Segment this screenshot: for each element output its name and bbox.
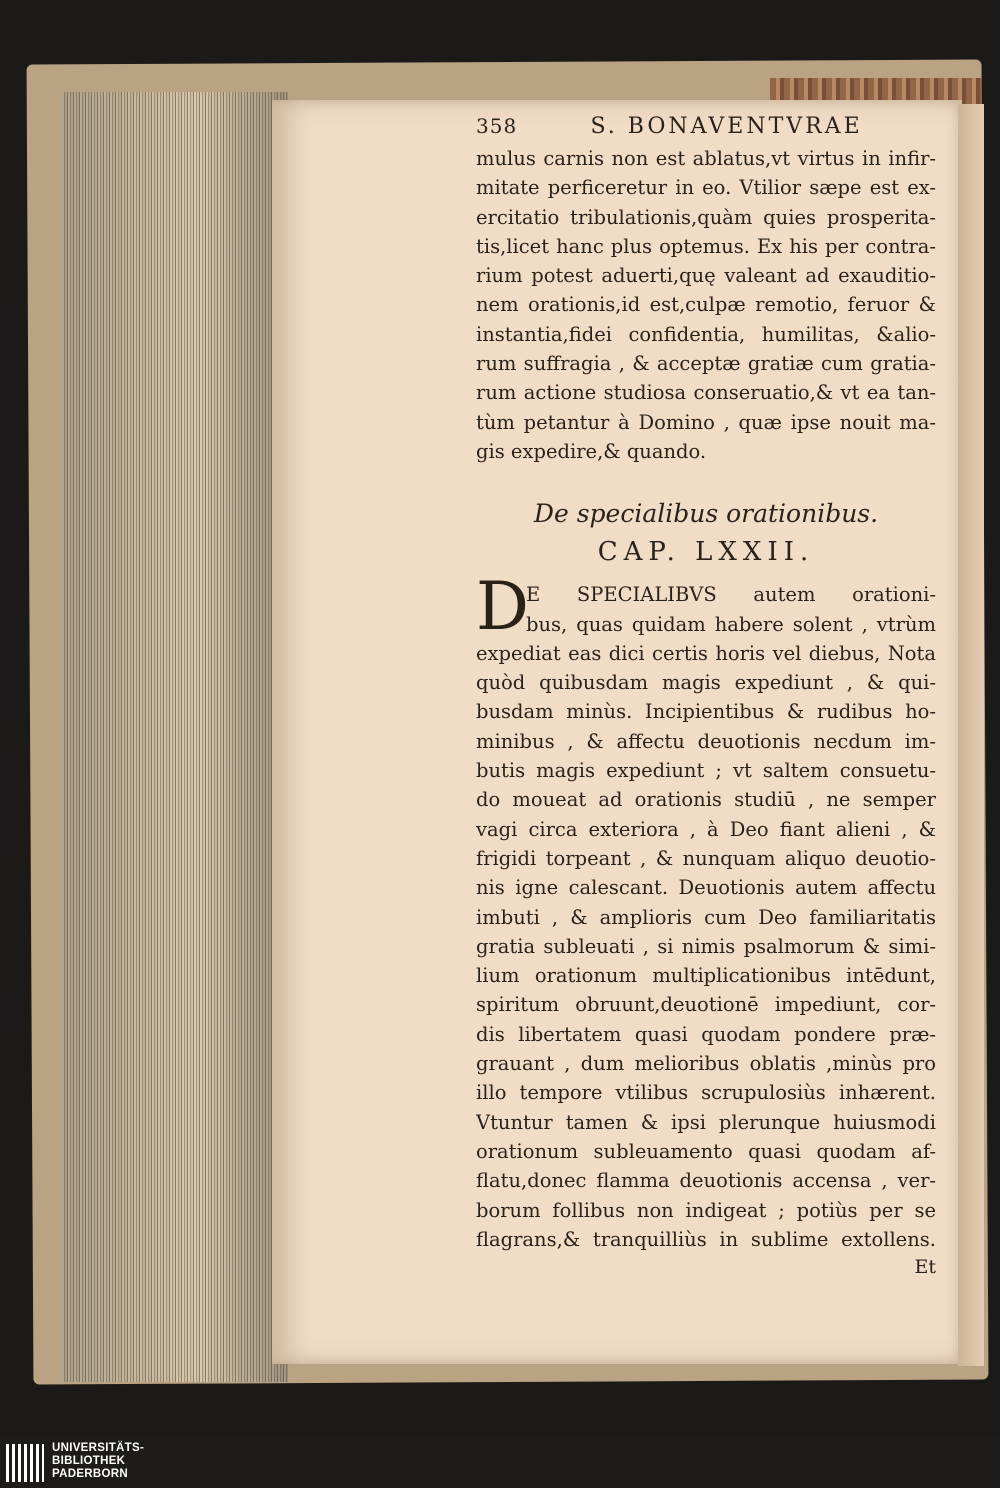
catchword: Et bbox=[914, 1256, 936, 1279]
drop-cap: D bbox=[476, 568, 529, 646]
running-title: S. BONAVENTVRAE bbox=[590, 114, 863, 139]
text-line: instantia,fidei confidentia, humilitas, &alio- bbox=[476, 322, 936, 346]
text-line: grauant , dum melioribus oblatis ,minùs pro bbox=[476, 1052, 936, 1076]
text-line: gratia subleuati , si nimis psalmorum & simi- bbox=[476, 934, 936, 958]
text-line: imbuti , & amplioris cum Deo familiaritatis bbox=[476, 905, 936, 929]
text-line: butis magis expediunt ; vt saltem consuetu- bbox=[476, 759, 936, 783]
text-line: tùm petantur à Domino , quæ ipse nouit ma- bbox=[476, 410, 936, 434]
text-line: borum follibus non indigeat ; potiùs per se bbox=[476, 1198, 936, 1222]
page-edges bbox=[62, 92, 288, 1382]
text-line: nem orationis,id est,culpæ remotio, feruor & bbox=[476, 293, 936, 317]
text-line: gis expedire,& quando. bbox=[476, 439, 707, 463]
text-line: dis libertatem quasi quodam pondere præ- bbox=[476, 1022, 936, 1046]
paragraph-1 bbox=[476, 144, 942, 466]
text-line: illo tempore vtilibus scrupulosiùs inhærent. bbox=[476, 1081, 936, 1105]
text-line: minibus , & affectu deuotionis necdum im- bbox=[476, 729, 936, 753]
text-line: bus, quas quidam habere solent , vtrùm bbox=[526, 612, 936, 636]
text-line: busdam minùs. Incipientibus & rudibus ho- bbox=[476, 700, 936, 724]
facing-page-edge bbox=[958, 104, 984, 1366]
text-line: E SPECIALIBVS autem orationi- bbox=[526, 583, 936, 607]
text-line: mitate perficeretur in eo. Vtilior sæpe est ex- bbox=[476, 176, 936, 200]
text-line: expediat eas dici certis horis vel diebus, Nota bbox=[476, 641, 936, 665]
logo-line: PADERBORN bbox=[52, 1468, 128, 1480]
text-line: spiritum obruunt,deuotionē impediunt, cor- bbox=[476, 993, 936, 1017]
text-line: rum suffragia , & acceptæ gratiæ cum gratia- bbox=[476, 352, 936, 376]
text-line: nis igne calescant. Deuotionis autem affectu bbox=[476, 876, 936, 900]
running-header bbox=[476, 114, 936, 144]
text-line: orationum subleuamento quasi quodam af- bbox=[476, 1139, 936, 1163]
text-line: rum actione studiosa conseruatio,& vt ea tan- bbox=[476, 381, 936, 405]
paragraph-2 bbox=[476, 568, 942, 1254]
text-line: vagi circa exteriora , à Deo fiant alieni , & bbox=[476, 817, 936, 841]
text-line: frigidi torpeant , & nunquam aliquo deuotio- bbox=[476, 846, 936, 870]
chapter-heading: CAP. LXXII. bbox=[597, 537, 815, 568]
library-footer bbox=[0, 1438, 1000, 1488]
text-line: Vtuntur tamen & ipsi plerunque huiusmodi bbox=[476, 1110, 936, 1134]
library-logo-icon bbox=[6, 1444, 44, 1482]
logo-line: BIBLIOTHEK bbox=[52, 1455, 126, 1467]
text-line: flatu,donec flamma deuotionis accensa , ver- bbox=[476, 1169, 936, 1193]
text-line: flagrans,& tranquilliùs in sublime extollens. bbox=[476, 1227, 936, 1251]
text-line: ercitatio tribulationis,quàm quies prosperita- bbox=[476, 205, 936, 229]
page-number: 358 bbox=[476, 114, 518, 138]
text-line: mulus carnis non est ablatus,vt virtus in infir- bbox=[476, 147, 936, 170]
text-block bbox=[476, 114, 942, 1280]
library-logo-text bbox=[52, 1442, 144, 1481]
text-line: lium orationum multiplicationibus intēdunt, bbox=[476, 964, 936, 988]
text-line: do moueat ad orationis studiū , ne semper bbox=[476, 788, 936, 812]
logo-line: UNIVERSITÄTS- bbox=[52, 1442, 145, 1454]
text-line: rium potest aduerti,quę valeant ad exauditio- bbox=[476, 264, 936, 288]
chapter-subtitle: De specialibus orationibus. bbox=[533, 499, 879, 529]
text-line: quòd quibusdam magis expediunt , & qui- bbox=[476, 671, 936, 695]
text-line: tis,licet hanc plus optemus. Ex his per contra- bbox=[476, 234, 936, 258]
